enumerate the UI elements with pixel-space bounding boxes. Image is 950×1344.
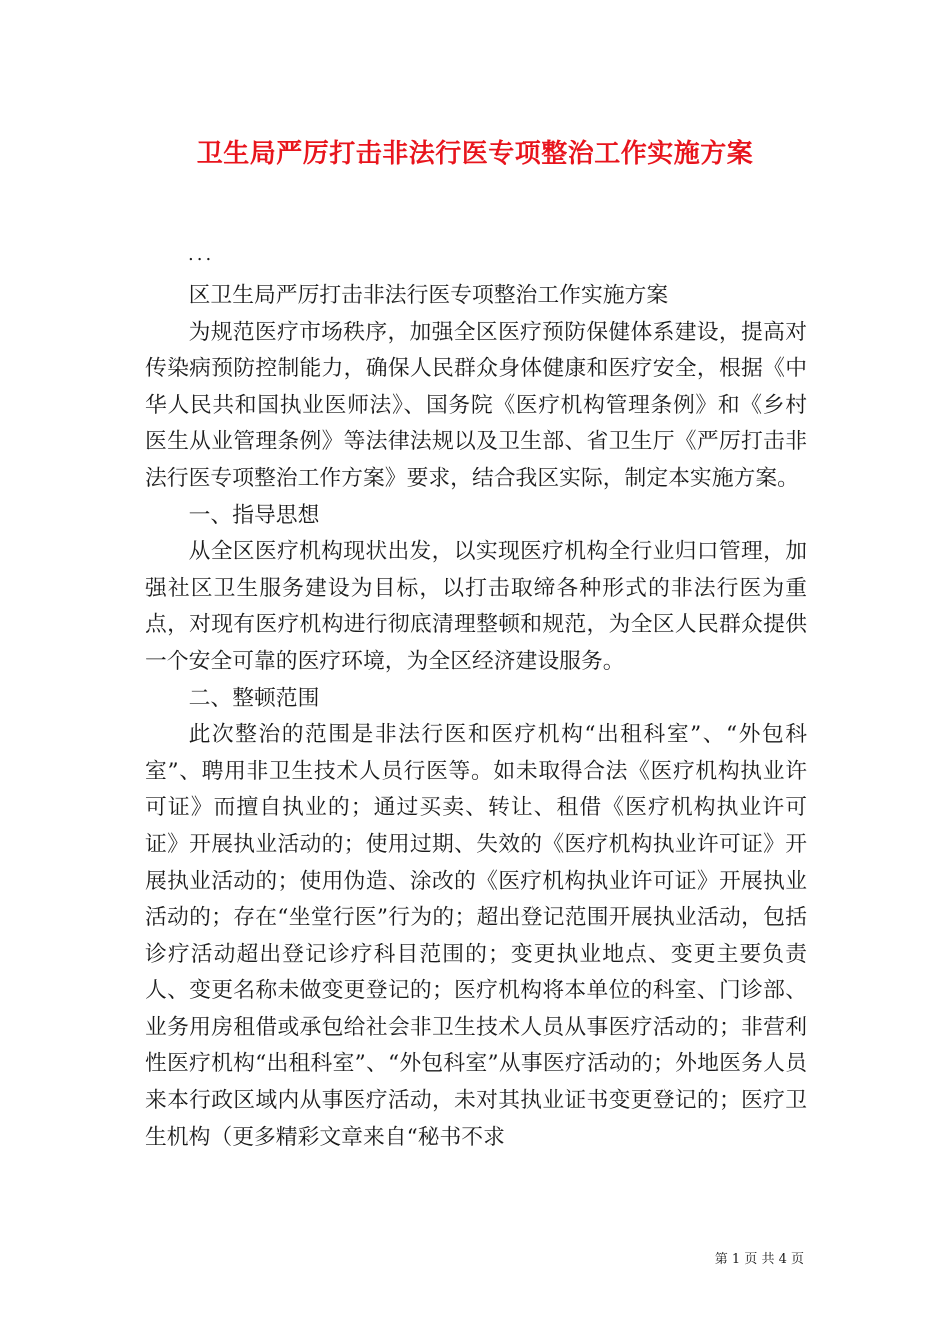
page-number: 第 1 页 共 4 页 (714, 1252, 804, 1267)
paragraph-subtitle: 区卫生局严厉打击非法行医专项整治工作实施方案 (188, 283, 669, 308)
ellipsis-marker: ... (188, 244, 215, 265)
document-title: 卫生局严厉打击非法行医专项整治工作实施方案 (196, 139, 754, 169)
section-heading-scope: 二、整顿范围 (188, 685, 320, 711)
paragraph-scope: 此次整治的范围是非法行医和医疗机构“出租科室”、“外包科室”、聘用非卫生技术人员行医等。如未取得合法《医疗机构执业许可证》而擅自执业的；通过买卖、转让、租借《医疗机构执业许可证》开展执业活动的；使用过期、失效的《医疗机构执业许可证》开展执业活动的；使用伪造、涂改的《医疗机构执业许可证》开展执业活动的；存在“坐堂行医”行为的；超出登记范围开展执业活动，包括诊疗活动超出登记诊疗科目范围的；变更执业地点、变更主要负责人、变更名称未做变更登记的；医疗机构将本单位的科室、门诊部、业务用房租借或承包给社会非卫生技术人员从事医疗活动的；非营利性医疗机构“出租科室”、“外包科室”从事医疗活动的；外地医务人员来本行政区域内从事医疗活动，未对其执业证书变更登记的；医疗卫生机构（更多精彩文章来自“秘书不求 (145, 722, 807, 1150)
paragraph-intro: 为规范医疗市场秩序，加强全区医疗预防保健体系建设，提高对传染病预防控制能力，确保人民群众身体健康和医疗安全，根据《中华人民共和国执业医师法》、国务院《医疗机构管理条例》和《乡村医生从业管理条例》等法律法规以及卫生部、省卫生厅《严厉打击非法行医专项整治工作方案》要求，结合我区实际，制定本实施方案。 (145, 319, 807, 491)
paragraph-guiding-principle: 从全区医疗机构现状出发，以实现医疗机构全行业归口管理，加强社区卫生服务建设为目标，以打击取缔各种形式的非法行医为重点，对现有医疗机构进行彻底清理整顿和规范，为全区人民群众提供一个安全可靠的医疗环境，为全区经济建设服务。 (145, 539, 807, 674)
section-heading-guiding-principle: 一、指导思想 (188, 502, 320, 528)
document-body (145, 278, 807, 1156)
